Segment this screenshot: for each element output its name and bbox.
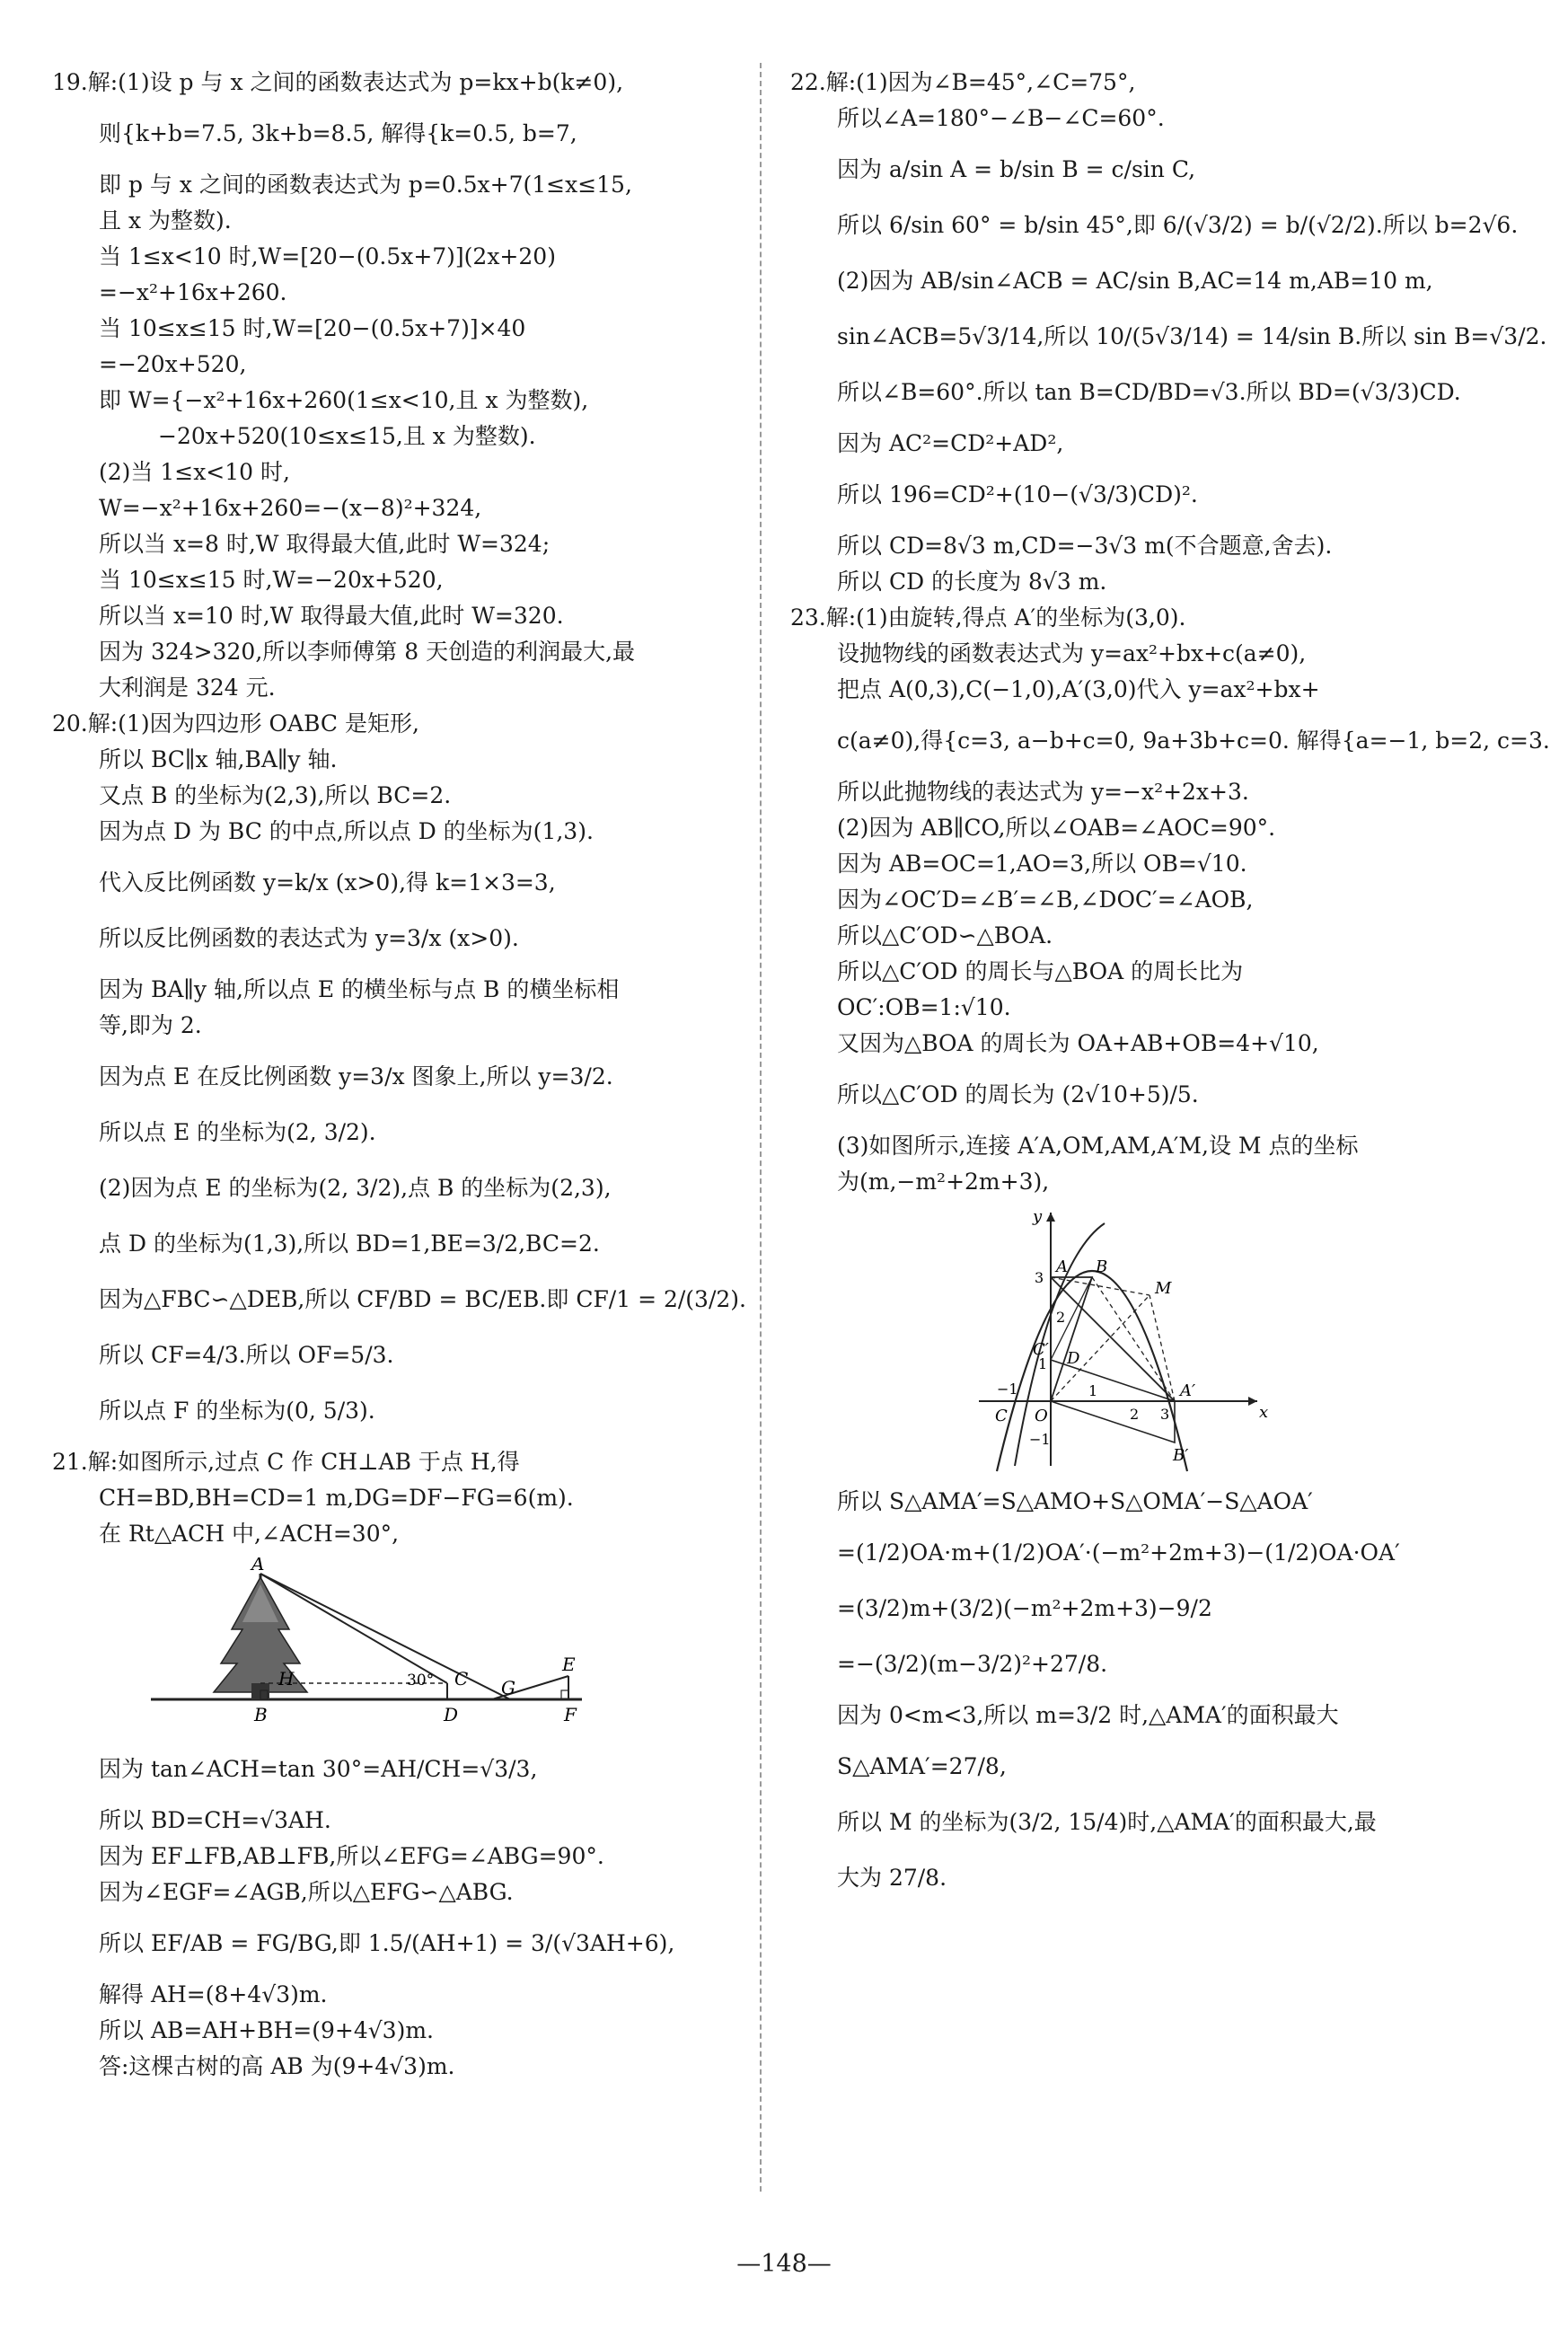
- text-line: 所以反比例函数的表达式为 y=3/x (x>0).: [99, 925, 519, 951]
- text-line: 所以当 x=8 时,W 取得最大值,此时 W=324;: [99, 531, 551, 557]
- point-a-prime-label: A′: [1180, 1381, 1196, 1400]
- text-line: =−(3/2)(m−3/2)²+27/8.: [837, 1651, 1108, 1677]
- text-line: 又因为△BOA 的周长为 OA+AB+OB=4+√10,: [837, 1030, 1319, 1056]
- text-line: W=−x²+16x+260=−(x−8)²+324,: [99, 495, 482, 521]
- text-line: 为(m,−m²+2m+3),: [837, 1169, 1050, 1195]
- equation-system: c(a≠0),得{c=3, a−b+c=0, 9a+3b+c=0. 解得{a=−1, b=2, c=3.: [837, 728, 1550, 754]
- y-tick-neg1: −1: [1029, 1431, 1051, 1448]
- point-m-label: M: [1155, 1279, 1172, 1298]
- text-line: 所以 EF/AB = FG/BG,即 1.5/(AH+1) = 3/(√3AH+6),: [99, 1930, 675, 1956]
- text-line: 所以点 E 的坐标为(2, 3/2).: [99, 1119, 376, 1145]
- x-tick-neg1: −1: [997, 1381, 1018, 1398]
- text-line: 即 p 与 x 之间的函数表达式为 p=0.5x+7(1≤x≤15,: [99, 172, 632, 198]
- label-a: A: [251, 1557, 265, 1575]
- text-line: 因为 tan∠ACH=tan 30°=AH/CH=√3/3,: [99, 1756, 538, 1782]
- point-b-prime-label: B′: [1173, 1446, 1189, 1465]
- text-line: 因为 0<m<3,所以 m=3/2 时,△AMA′的面积最大: [837, 1702, 1339, 1728]
- origin-label: O: [1035, 1407, 1048, 1425]
- text-line: 20.解:(1)因为四边形 OABC 是矩形,: [52, 710, 419, 737]
- text-line: 因为点 D 为 BC 的中点,所以点 D 的坐标为(1,3).: [99, 818, 594, 844]
- question-21: [52, 1444, 762, 2085]
- equation-system: 则{k+b=7.5, 3k+b=8.5, 解得{k=0.5, b=7,: [99, 120, 577, 146]
- question-23: [790, 600, 1550, 1901]
- text-line: S△AMA′=27/8,: [837, 1753, 1007, 1779]
- text-line: (3)如图所示,连接 A′A,OM,AM,A′M,设 M 点的坐标: [837, 1133, 1359, 1159]
- text-line: =−x²+16x+260.: [99, 279, 287, 305]
- text-line: 等,即为 2.: [99, 1012, 202, 1038]
- x-tick-1: 1: [1088, 1382, 1098, 1399]
- piecewise-line: −20x+520(10≤x≤15,且 x 为整数).: [158, 423, 536, 449]
- text-line: 代入反比例函数 y=k/x (x>0),得 k=1×3=3,: [99, 869, 556, 895]
- text-line: 所以此抛物线的表达式为 y=−x²+2x+3.: [837, 779, 1249, 805]
- text-line: 所以 AB=AH+BH=(9+4√3)m.: [99, 2017, 434, 2043]
- label-b: B: [254, 1704, 268, 1725]
- y-tick-1: 1: [1038, 1355, 1048, 1372]
- point-b-label: B: [1096, 1257, 1108, 1276]
- left-column: [52, 65, 762, 2085]
- point-c-prime-label: C′: [1033, 1340, 1049, 1359]
- text-line: 当 1≤x<10 时,W=[20−(0.5x+7)](2x+20): [99, 243, 556, 269]
- axis-x-label: x: [1259, 1403, 1269, 1422]
- y-tick-3: 3: [1035, 1269, 1044, 1286]
- text-line: (2)因为 AB/sin∠ACB = AC/sin B,AC=14 m,AB=10 m,: [837, 268, 1433, 294]
- text-line: 当 10≤x≤15 时,W=−20x+520,: [99, 567, 444, 593]
- text-line: 又点 B 的坐标为(2,3),所以 BC=2.: [99, 782, 452, 808]
- text-line: CH=BD,BH=CD=1 m,DG=DF−FG=6(m).: [99, 1485, 574, 1511]
- text-line: 所以△C′OD 的周长与△BOA 的周长比为: [837, 958, 1244, 984]
- question-19: [52, 65, 762, 706]
- text-line: 因为 AC²=CD²+AD²,: [837, 430, 1064, 456]
- text-line: =(1/2)OA·m+(1/2)OA′·(−m²+2m+3)−(1/2)OA·OA′: [837, 1539, 1400, 1566]
- text-line: 点 D 的坐标为(1,3),所以 BD=1,BE=3/2,BC=2.: [99, 1231, 600, 1257]
- parabola-graph: [970, 1205, 1275, 1475]
- label-e: E: [562, 1654, 576, 1675]
- text-line: 23.解:(1)由旋转,得点 A′的坐标为(3,0).: [790, 604, 1186, 631]
- text-line: 大为 27/8.: [837, 1865, 947, 1891]
- label-f: F: [564, 1704, 577, 1725]
- text-line: 因为 EF⊥FB,AB⊥FB,所以∠EFG=∠ABG=90°.: [99, 1843, 604, 1869]
- right-column: [790, 65, 1550, 1911]
- text-line: 因为点 E 在反比例函数 y=3/x 图象上,所以 y=3/2.: [99, 1063, 613, 1090]
- label-angle: 30°: [407, 1672, 435, 1689]
- text-line: 当 10≤x≤15 时,W=[20−(0.5x+7)]×40: [99, 315, 526, 341]
- text-line: 因为 BA∥y 轴,所以点 E 的横坐标与点 B 的横坐标相: [99, 976, 620, 1002]
- text-line: 因为△FBC∽△DEB,所以 CF/BD = BC/EB.即 CF/1 = 2/(3/2).: [99, 1286, 746, 1312]
- axis-y-label: y: [1033, 1207, 1043, 1226]
- text-line: sin∠ACB=5√3/14,所以 10/(5√3/14) = 14/sin B.所以 sin B=√3/2.: [837, 323, 1547, 349]
- text-line: 所以 CD=8√3 m,CD=−3√3 m(不合题意,舍去).: [837, 533, 1333, 559]
- page-number: —148—: [736, 2250, 832, 2278]
- text-line: 21.解:如图所示,过点 C 作 CH⊥AB 于点 H,得: [52, 1449, 520, 1475]
- text-line: 所以点 F 的坐标为(0, 5/3).: [99, 1398, 375, 1424]
- text-line: 所以 CD 的长度为 8√3 m.: [837, 569, 1107, 595]
- point-c-label: C: [995, 1407, 1008, 1425]
- text-line: 所以△C′OD∽△BOA.: [837, 922, 1053, 948]
- x-tick-2: 2: [1130, 1406, 1140, 1423]
- text-line: 在 Rt△ACH 中,∠ACH=30°,: [99, 1521, 400, 1547]
- text-line: 所以 CF=4/3.所以 OF=5/3.: [99, 1342, 394, 1368]
- x-tick-3: 3: [1160, 1406, 1170, 1423]
- parabola-figure: [970, 1205, 1536, 1478]
- text-line: (2)当 1≤x<10 时,: [99, 459, 290, 485]
- point-d-label: D: [1067, 1349, 1080, 1368]
- text-line: 所以当 x=10 时,W 取得最大值,此时 W=320.: [99, 603, 564, 629]
- label-d: D: [444, 1704, 459, 1725]
- label-g: G: [501, 1677, 515, 1698]
- question-20: [52, 706, 762, 1434]
- text-line: 答:这棵古树的高 AB 为(9+4√3)m.: [99, 2053, 455, 2079]
- point-a-label: A: [1056, 1257, 1068, 1276]
- text-line: 所以 M 的坐标为(3/2, 15/4)时,△AMA′的面积最大,最: [837, 1809, 1377, 1835]
- text-line: 所以 BC∥x 轴,BA∥y 轴.: [99, 746, 338, 772]
- text-line: 所以∠A=180°−∠B−∠C=60°.: [837, 105, 1165, 131]
- text-line: 且 x 为整数).: [99, 207, 232, 234]
- text-line: 22.解:(1)因为∠B=45°,∠C=75°,: [790, 69, 1136, 95]
- tree-diagram: [52, 1557, 591, 1733]
- text-line: 因为 a/sin A = b/sin B = c/sin C,: [837, 156, 1196, 182]
- text-line: 所以 S△AMA′=S△AMO+S△OMA′−S△AOA′: [837, 1488, 1313, 1514]
- text-line: 因为 324>320,所以李师傅第 8 天创造的利润最大,最: [99, 639, 636, 665]
- text-line: 把点 A(0,3),C(−1,0),A′(3,0)代入 y=ax²+bx+: [837, 676, 1320, 702]
- text-line: (2)因为点 E 的坐标为(2, 3/2),点 B 的坐标为(2,3),: [99, 1175, 612, 1201]
- tree-figure: [52, 1557, 762, 1736]
- text-line: =−20x+520,: [99, 351, 247, 377]
- text-line: 设抛物线的函数表达式为 y=ax²+bx+c(a≠0),: [837, 640, 1307, 666]
- piecewise-line: 即 W={−x²+16x+260(1≤x<10,且 x 为整数),: [99, 387, 589, 413]
- text-line: OC′:OB=1:√10.: [837, 994, 1011, 1020]
- text-line: 因为∠OC′D=∠B′=∠B,∠DOC′=∠AOB,: [837, 887, 1254, 913]
- text-line: 所以 196=CD²+(10−(√3/3)CD)².: [837, 481, 1198, 507]
- text-line: 大利润是 324 元.: [99, 675, 276, 701]
- question-22: [790, 65, 1547, 600]
- text-line: 所以∠B=60°.所以 tan B=CD/BD=√3.所以 BD=(√3/3)CD.: [837, 379, 1461, 405]
- text-line: (2)因为 AB∥CO,所以∠OAB=∠AOC=90°.: [837, 815, 1276, 841]
- text-line: 解得 AH=(8+4√3)m.: [99, 1981, 328, 2007]
- text-line: 因为∠EGF=∠AGB,所以△EFG∽△ABG.: [99, 1879, 514, 1905]
- label-h: H: [278, 1668, 295, 1689]
- text-line: 19.解:(1)设 p 与 x 之间的函数表达式为 p=kx+b(k≠0),: [52, 69, 624, 95]
- label-c: C: [454, 1668, 469, 1689]
- text-line: 所以 BD=CH=√3AH.: [99, 1807, 331, 1833]
- text-line: 所以 6/sin 60° = b/sin 45°,即 6/(√3/2) = b/(√2/2).所以 b=2√6.: [837, 212, 1519, 238]
- y-tick-2: 2: [1056, 1309, 1066, 1326]
- text-line: =(3/2)m+(3/2)(−m²+2m+3)−9/2: [837, 1595, 1212, 1621]
- text-line: 因为 AB=OC=1,AO=3,所以 OB=√10.: [837, 851, 1247, 877]
- text-line: 所以△C′OD 的周长为 (2√10+5)/5.: [837, 1081, 1199, 1107]
